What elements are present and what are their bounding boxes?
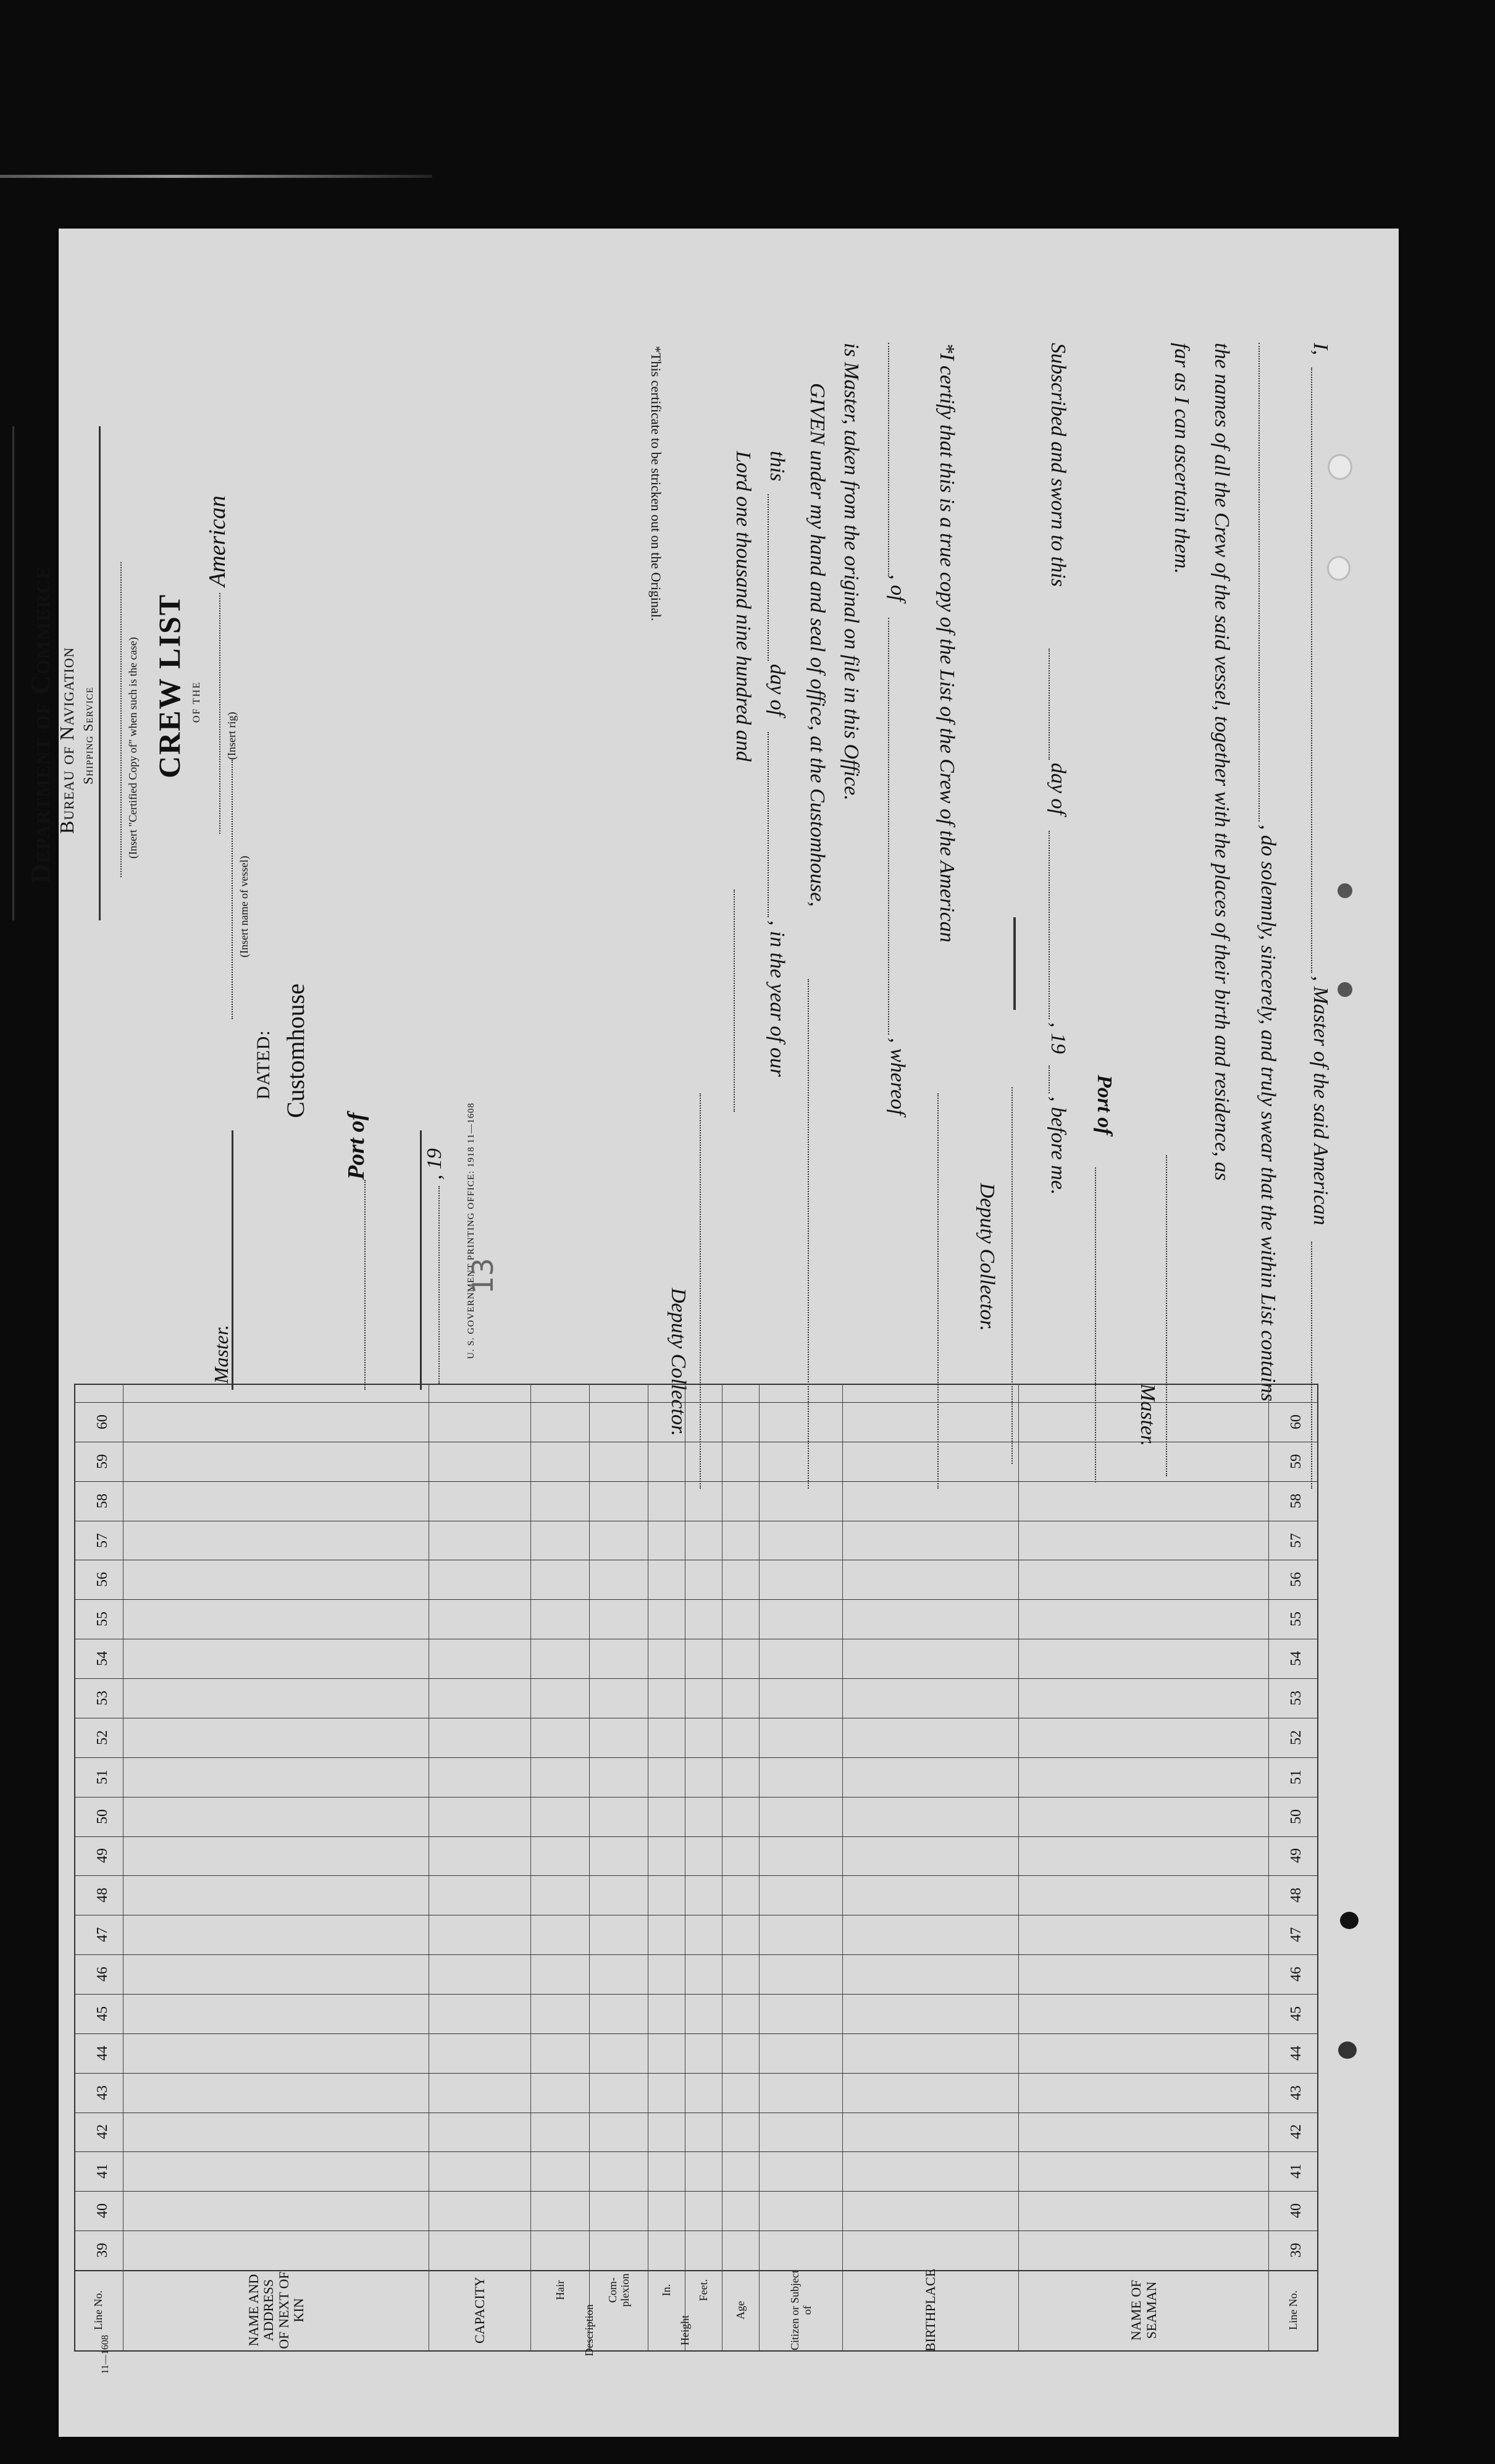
table-row-rule bbox=[74, 1402, 1318, 1403]
cert-whereof: , whereof bbox=[886, 1038, 909, 1116]
row-number-left: 46 bbox=[1288, 1967, 1304, 1982]
header-citizen: Citizen or Subject of bbox=[788, 2270, 813, 2350]
crew-table bbox=[74, 1384, 1318, 2374]
cert-year-of-our: , in the year of our bbox=[766, 920, 789, 1077]
row-number-left: 56 bbox=[1288, 1572, 1304, 1587]
certify-whereof-line bbox=[888, 618, 889, 1035]
back-19: , 19 bbox=[423, 1148, 446, 1180]
row-number-left: 47 bbox=[1288, 1927, 1304, 1942]
header-line-no-right: Line No. bbox=[92, 2290, 105, 2330]
header-feet: Feet. bbox=[697, 2279, 710, 2302]
cert-swear: , do solemnly, sincerely, and truly swear that the within List contains bbox=[1257, 825, 1279, 1402]
vessel-line-2 bbox=[1258, 343, 1260, 822]
row-number-left: 45 bbox=[1288, 2006, 1304, 2021]
row-number-left: 54 bbox=[1288, 1651, 1304, 1666]
rotated-form bbox=[25, 229, 1399, 2437]
row-number-right: 59 bbox=[94, 1454, 111, 1469]
row-number-left: 40 bbox=[1288, 2203, 1304, 2218]
cert-given-day-of: day of bbox=[766, 664, 789, 717]
header-next-of-kin: NAME AND ADDRESS OF NEXT OF KIN bbox=[246, 2271, 306, 2349]
table-rule bbox=[74, 2350, 1318, 2352]
certified-line bbox=[120, 562, 122, 877]
cert-certify: *I certify that this is a true copy of the List of the Crew of the American bbox=[936, 343, 958, 943]
row-number-left: 49 bbox=[1288, 1848, 1304, 1863]
row-number-right: 39 bbox=[94, 2243, 111, 2258]
department-rule-top bbox=[99, 426, 101, 920]
day-line bbox=[1049, 649, 1050, 760]
row-number-left: 41 bbox=[1288, 2164, 1304, 2179]
header-complexion: Com-plexion bbox=[606, 2273, 631, 2307]
cert-subscribed: Subscribed and sworn to this bbox=[1047, 343, 1070, 587]
back-service: Shipping Service bbox=[80, 686, 96, 784]
row-number-left: 58 bbox=[1288, 1494, 1304, 1508]
back-insert-rig: (Insert rig) bbox=[225, 712, 238, 760]
cert-before-me: , before me. bbox=[1047, 1096, 1070, 1195]
table-row-rule bbox=[74, 1875, 1318, 1876]
row-number-left: 51 bbox=[1288, 1770, 1304, 1785]
rig-line bbox=[219, 593, 220, 834]
back-port-line bbox=[364, 1180, 366, 1390]
row-number-right: 60 bbox=[94, 1415, 111, 1429]
table-row-rule bbox=[74, 2033, 1318, 2034]
cert-names: the names of all the Crew of the said vessel, together with the places of their birth and residence, as bbox=[1210, 343, 1233, 1181]
cert-deputy-collector-1: Deputy Collector. bbox=[976, 1183, 999, 1331]
given-month-line bbox=[768, 732, 769, 917]
row-number-right: 56 bbox=[94, 1572, 111, 1587]
given-day-line bbox=[768, 494, 769, 661]
filing-panel bbox=[25, 321, 559, 1390]
row-number-left: 53 bbox=[1288, 1691, 1304, 1705]
header-age: Age bbox=[734, 2301, 747, 2319]
punch-hole bbox=[1328, 454, 1352, 480]
header-description: Description bbox=[583, 2304, 596, 2357]
seal-rule bbox=[1013, 917, 1016, 1010]
row-number-right: 52 bbox=[94, 1730, 111, 1745]
cert-deputy-collector-2: Deputy Collector. bbox=[667, 1288, 690, 1436]
row-number-left: 39 bbox=[1288, 2243, 1304, 2258]
cert-this: this bbox=[766, 451, 789, 482]
cert-given: GIVEN under my hand and seal of office, at the Customhouse, bbox=[806, 383, 829, 907]
cert-of: , of bbox=[886, 574, 909, 602]
row-number-left: 44 bbox=[1288, 2046, 1304, 2061]
table-row-rule bbox=[74, 1797, 1318, 1798]
back-customhouse: Customhouse bbox=[282, 983, 309, 1118]
row-number-left: 57 bbox=[1288, 1533, 1304, 1548]
table-row-rule bbox=[74, 1678, 1318, 1679]
row-number-right: 50 bbox=[94, 1809, 111, 1824]
col-rule-complexion bbox=[589, 1384, 590, 2350]
row-number-right: 49 bbox=[94, 1848, 111, 1863]
punch-hole bbox=[1338, 2041, 1357, 2059]
cert-master-of: , Master of the said American bbox=[1309, 976, 1332, 1226]
scanner-edge-streak bbox=[0, 175, 432, 178]
header-birthplace: BIRTHPLACE bbox=[923, 2268, 939, 2352]
back-master: Master. bbox=[210, 1324, 232, 1384]
cert-footnote: *This certificate to be stricken out on the Original. bbox=[648, 346, 664, 621]
table-row-rule bbox=[74, 2191, 1318, 2192]
row-number-right: 42 bbox=[94, 2124, 111, 2139]
back-american: American bbox=[204, 495, 230, 587]
cert-lord: Lord one thousand nine hundred and bbox=[732, 451, 755, 762]
row-number-right: 57 bbox=[94, 1533, 111, 1548]
row-number-right: 53 bbox=[94, 1691, 111, 1705]
col-rule-birthplace bbox=[842, 1384, 843, 2350]
row-number-right: 45 bbox=[94, 2006, 111, 2021]
table-row-rule bbox=[74, 1994, 1318, 1995]
cert-day-of: day of bbox=[1047, 763, 1070, 815]
table-footer-code: 11—1608 bbox=[100, 2335, 111, 2374]
col-rule-name bbox=[1018, 1384, 1019, 2350]
table-row-rule bbox=[74, 1757, 1318, 1758]
row-number-left: 48 bbox=[1288, 1888, 1304, 1903]
table-bottom-rule bbox=[74, 1384, 75, 2350]
header-separator bbox=[74, 2270, 1318, 2271]
row-number-right: 47 bbox=[94, 1927, 111, 1942]
header-capacity: CAPACITY bbox=[472, 2277, 488, 2344]
header-line-no: Line No. bbox=[1287, 2290, 1300, 2330]
row-number-right: 51 bbox=[94, 1770, 111, 1785]
back-certified-note: (Insert "Certified Copy of" when such is the case) bbox=[127, 637, 139, 859]
back-year-line bbox=[438, 1186, 440, 1384]
back-crew-list-title: CREW LIST bbox=[152, 593, 186, 778]
row-number-right: 55 bbox=[94, 1612, 111, 1626]
table-row-rule bbox=[74, 1599, 1318, 1600]
cert-port-of: Port of bbox=[1093, 1075, 1116, 1135]
year-line bbox=[1049, 1066, 1050, 1093]
punch-hole bbox=[1338, 883, 1352, 898]
row-number-right: 40 bbox=[94, 2203, 111, 2218]
back-form-number bbox=[0, 634, 1, 686]
table-rule bbox=[74, 1384, 1318, 1385]
table-row-rule bbox=[74, 2151, 1318, 2152]
punch-hole bbox=[1340, 1912, 1359, 1929]
header-height: Height bbox=[679, 2315, 692, 2345]
col-rule-kin bbox=[123, 1384, 124, 2350]
col-rule-citizen bbox=[759, 1384, 760, 2350]
row-number-left: 52 bbox=[1288, 1730, 1304, 1745]
year-rule bbox=[420, 1130, 422, 1390]
row-number-right: 58 bbox=[94, 1494, 111, 1508]
header-inches: In. bbox=[660, 2284, 673, 2297]
header-name-of-seaman: NAME OF SEAMAN bbox=[1128, 2279, 1159, 2341]
punch-hole bbox=[1327, 556, 1351, 581]
cert-19: , 19 bbox=[1047, 1022, 1070, 1054]
cert-master-sig: Master. bbox=[1136, 1384, 1159, 1447]
row-number-left: 43 bbox=[1288, 2085, 1304, 2100]
cert-i: I, bbox=[1309, 343, 1332, 355]
col-rule-hair bbox=[530, 1384, 531, 2350]
row-number-right: 44 bbox=[94, 2046, 111, 2061]
back-dated: DATED: bbox=[253, 1030, 274, 1100]
row-number-left: 55 bbox=[1288, 1612, 1304, 1626]
cert-ascertain: far as I can ascertain them. bbox=[1170, 343, 1193, 574]
row-number-right: 54 bbox=[94, 1651, 111, 1666]
row-number-right: 46 bbox=[94, 1967, 111, 1982]
handwritten-mark: 13 bbox=[466, 1258, 500, 1294]
table-row-rule bbox=[74, 1481, 1318, 1482]
vessel-name-line bbox=[232, 760, 233, 1019]
master-name-line bbox=[1311, 368, 1312, 973]
back-port-of: Port of bbox=[343, 1112, 369, 1180]
back-bureau: Bureau of Navigation bbox=[56, 647, 78, 834]
back-insert-vessel: (Insert name of vessel) bbox=[238, 856, 250, 957]
row-number-left: 42 bbox=[1288, 2124, 1304, 2139]
table-row-rule bbox=[74, 2073, 1318, 2074]
certify-of-line bbox=[888, 343, 889, 574]
row-number-right: 43 bbox=[94, 2085, 111, 2100]
row-number-right: 41 bbox=[94, 2164, 111, 2179]
department-rule-bottom bbox=[12, 426, 14, 920]
month-line bbox=[1049, 831, 1050, 1019]
table-row-rule bbox=[74, 1836, 1318, 1837]
col-rule-line-no bbox=[1268, 1384, 1269, 2350]
row-number-left: 60 bbox=[1288, 1415, 1304, 1429]
header-hair: Hair bbox=[553, 2280, 566, 2300]
table-top-rule bbox=[1317, 1384, 1318, 2350]
back-of-the: OF THE bbox=[191, 681, 202, 723]
table-row-rule bbox=[74, 1954, 1318, 1955]
punch-hole bbox=[1338, 982, 1352, 997]
back-department: Department of Commerce bbox=[25, 565, 56, 883]
cert-is-master: is Master, taken from the original on file in this Office. bbox=[840, 343, 863, 801]
crew-list-sheet bbox=[25, 229, 1399, 2437]
row-number-right: 48 bbox=[94, 1888, 111, 1903]
row-number-left: 50 bbox=[1288, 1809, 1304, 1824]
row-number-left: 59 bbox=[1288, 1454, 1304, 1469]
printer-note: U. S. GOVERNMENT PRINTING OFFICE: 1918 11—1608 bbox=[466, 1102, 476, 1359]
given-year-line bbox=[734, 889, 735, 1112]
